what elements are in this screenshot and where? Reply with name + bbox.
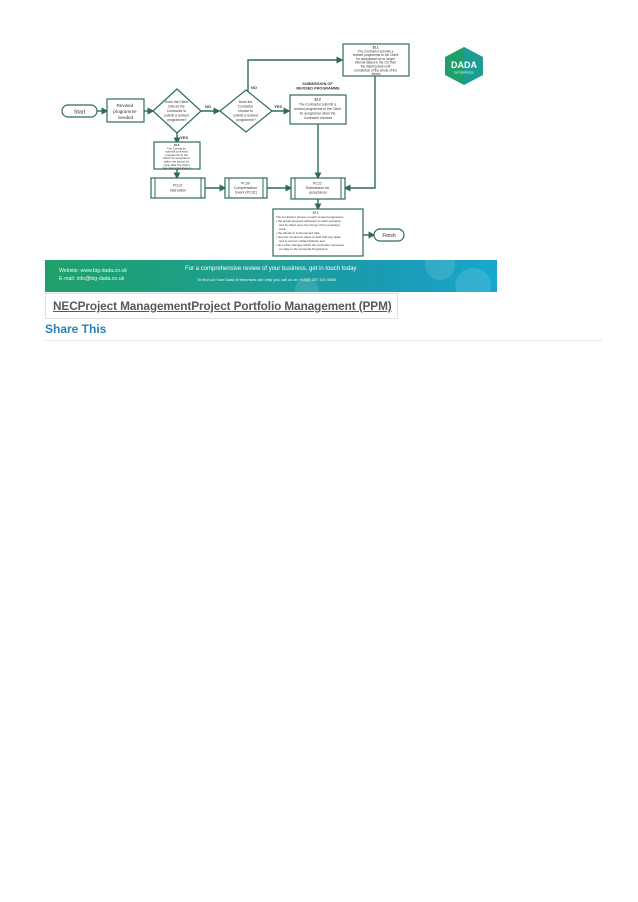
yes-label-1: YES bbox=[180, 135, 189, 140]
category-link-nec[interactable]: NEC bbox=[53, 299, 78, 313]
submission-title: SUBMISSION OF REVISED PROGRAMME bbox=[296, 82, 340, 91]
svg-text:DADA: DADA bbox=[451, 60, 477, 70]
svg-text:PC13 Instruction: PC13 Instruction bbox=[169, 183, 187, 193]
svg-text:Revised programme: Revised programme needed bbox=[113, 103, 137, 120]
box-top-periodic-submission bbox=[343, 44, 409, 76]
start-label: Start bbox=[73, 109, 86, 116]
svg-text:Does the Contractor: Does the Contractor choose to submit a revised programme? bbox=[233, 100, 258, 122]
share-this-heading: Share This bbox=[45, 322, 107, 336]
banner-tagline: For a comprehensive review of your business, get in touch today bbox=[185, 266, 357, 272]
banner-decoration bbox=[425, 260, 455, 280]
flowchart-diagram bbox=[45, 38, 497, 260]
divider bbox=[45, 340, 602, 341]
svg-text:32.1 The Contractor sh: 32.1 The Contractor shows on each revised programme • the actual progress achieved on each operation and its effect upon the timing of the remaining work, • the effects of implemented CEs, • how the Contractor plans to deal with any delay and to correct notified Defects and • any other changes which the Contractor proposes to make to the Accepted Programme bbox=[276, 210, 345, 251]
box-instructed-submission bbox=[154, 142, 200, 170]
category-links bbox=[45, 293, 398, 319]
decision-client-instructs bbox=[153, 89, 201, 133]
decision-contractor-chooses bbox=[220, 90, 272, 132]
svg-text:Does the Client instru: Does the Client instruct the Contractor to submit a revised programme? bbox=[164, 100, 189, 122]
banner-email: E-mail: info@big-dada.co.uk bbox=[59, 276, 125, 282]
svg-text:32.2 The Contractor su: 32.2 The Contractor submits a revised programme to the Client for acceptance when the Contractor chooses bbox=[294, 97, 341, 120]
svg-text:32.2 The Contractor: 32.2 The Contractor submits a revised programme to the Client for acceptance within the period for reply after the Client has instructed them to bbox=[162, 143, 192, 170]
process-pc13-instruction bbox=[151, 178, 205, 198]
finish-terminal bbox=[374, 229, 404, 241]
revised-needed-box bbox=[107, 99, 144, 122]
category-link-project-management[interactable]: Project Management bbox=[77, 299, 192, 313]
no-label-2: NO bbox=[251, 85, 257, 90]
yes-label-2: YES bbox=[274, 104, 283, 109]
banner-decoration bbox=[455, 268, 491, 292]
svg-text:32.1 The Contractor su: 32.1 The Contractor submits a revised programme to the Client for acceptance at no longer interval stated in the CD from the starting date until Completion of the whole of the Works bbox=[352, 45, 399, 76]
process-pc30-compensation-event bbox=[225, 178, 267, 198]
svg-text:PC12 Submission for: PC12 Submission for acceptance bbox=[305, 181, 330, 195]
banner-subtext: To find out how Dada Enterprises can help you call us on +44(0) 207 101 0665 bbox=[197, 277, 337, 282]
start-terminal bbox=[62, 105, 97, 117]
banner-website: Website: www.big-dada.co.uk bbox=[59, 268, 127, 274]
box-contractor-choice-submission bbox=[290, 95, 346, 124]
svg-text:ENTERPRISES: ENTERPRISES bbox=[454, 70, 474, 75]
process-pc12-submission bbox=[291, 178, 345, 199]
banner-contact bbox=[59, 267, 127, 283]
category-link-ppm[interactable]: Project Portfolio Management (PPM) bbox=[191, 299, 392, 313]
flowchart-figure bbox=[45, 38, 497, 292]
dada-logo bbox=[443, 46, 485, 86]
no-label-1: NO bbox=[205, 104, 211, 109]
finish-label: Finish bbox=[382, 233, 396, 240]
svg-text:PC30 Compensation: PC30 Compensation Event (PC31) bbox=[233, 181, 258, 195]
promo-banner[interactable] bbox=[45, 260, 497, 292]
box-programme-contents bbox=[273, 209, 363, 256]
